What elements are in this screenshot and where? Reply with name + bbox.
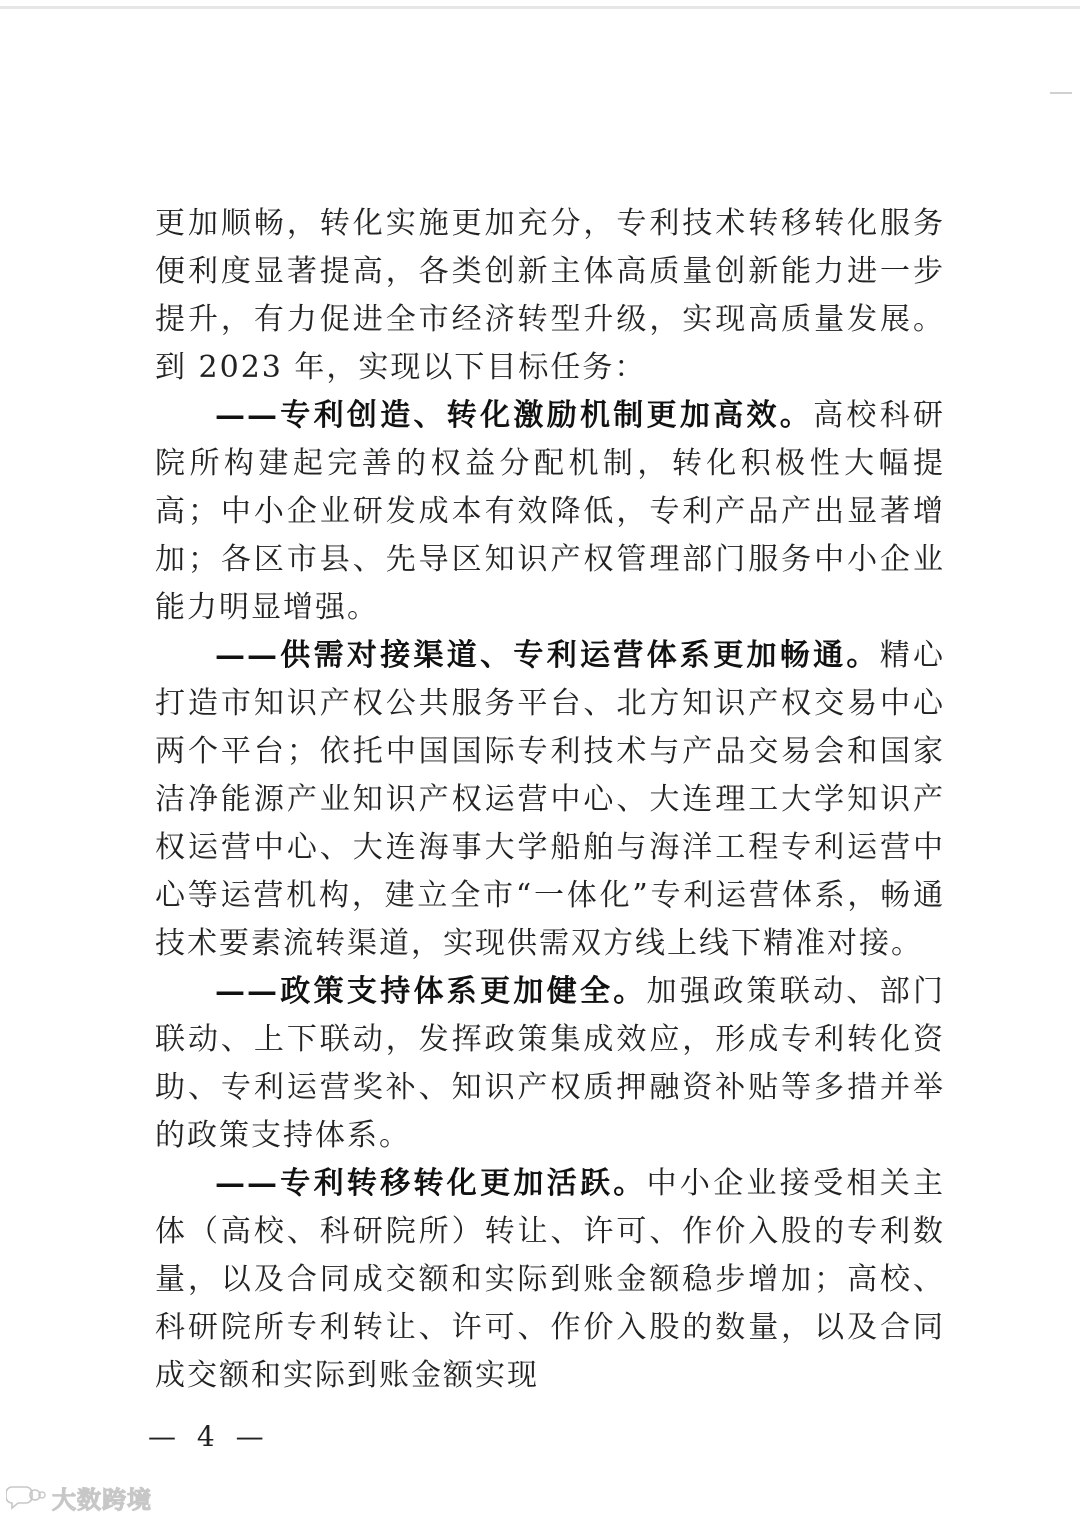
paragraph-transfer-lead: ——专利转移转化更加活跃。 xyxy=(215,1166,647,1201)
paragraph-transfer xyxy=(155,1160,945,1400)
paragraph-incentive xyxy=(155,392,945,632)
paragraph-intro-text: 更加顺畅，转化实施更加充分，专利技术转移转化服务便利度显著提高，各类创新主体高质量创新能力进一步提升，有力促进全市经济转型升级，实现高质量发展。到 2023 年，实现以下目标任务： xyxy=(155,206,945,385)
watermark-text: 大数跨境 xyxy=(52,1485,152,1514)
paragraph-policy xyxy=(155,968,945,1160)
watermark xyxy=(6,1480,152,1514)
paragraph-policy-lead: ——政策支持体系更加健全。 xyxy=(215,974,647,1009)
paragraph-channels-text: 精心打造市知识产权公共服务平台、北方知识产权交易中心两个平台；依托中国国际专利技术与产品交易会和国家洁净能源产业知识产权运营中心、大连理工大学知识产权运营中心、大连海事大学船舶与海洋工程专利运营中心等运营机构，建立全市“一体化”专利运营体系，畅通技术要素流转渠道，实现供需双方线上线下精准对接。 xyxy=(155,638,946,961)
paragraph-incentive-text: 高校科研院所构建起完善的权益分配机制，转化积极性大幅提高；中小企业研发成本有效降低，专利产品产出显著增加；各区市县、先导区知识产权管理部门服务中小企业能力明显增强。 xyxy=(155,398,946,625)
document-body xyxy=(155,200,945,1400)
scan-edge-mark xyxy=(1050,92,1072,94)
page-number: — 4 — xyxy=(148,1420,270,1453)
paragraph-incentive-lead: ——专利创造、转化激励机制更加高效。 xyxy=(215,398,814,433)
paragraph-transfer-text: 中小企业接受相关主体（高校、科研院所）转让、许可、作价入股的专利数量，以及合同成交额和实际到账金额稳步增加；高校、科研院所专利转让、许可、作价入股的数量，以及合同成交额和实际到账金额实现 xyxy=(155,1166,946,1393)
paragraph-policy-text: 加强政策联动、部门联动、上下联动，发挥政策集成效应，形成专利转化资助、专利运营奖补、知识产权质押融资补贴等多措并举的政策支持体系。 xyxy=(155,974,946,1153)
chat-bubble-logo-icon xyxy=(6,1483,46,1511)
scan-top-edge xyxy=(0,6,1080,9)
paragraph-channels-lead: ——供需对接渠道、专利运营体系更加畅通。 xyxy=(215,638,880,673)
paragraph-channels xyxy=(155,632,945,968)
paragraph-intro xyxy=(155,200,945,392)
